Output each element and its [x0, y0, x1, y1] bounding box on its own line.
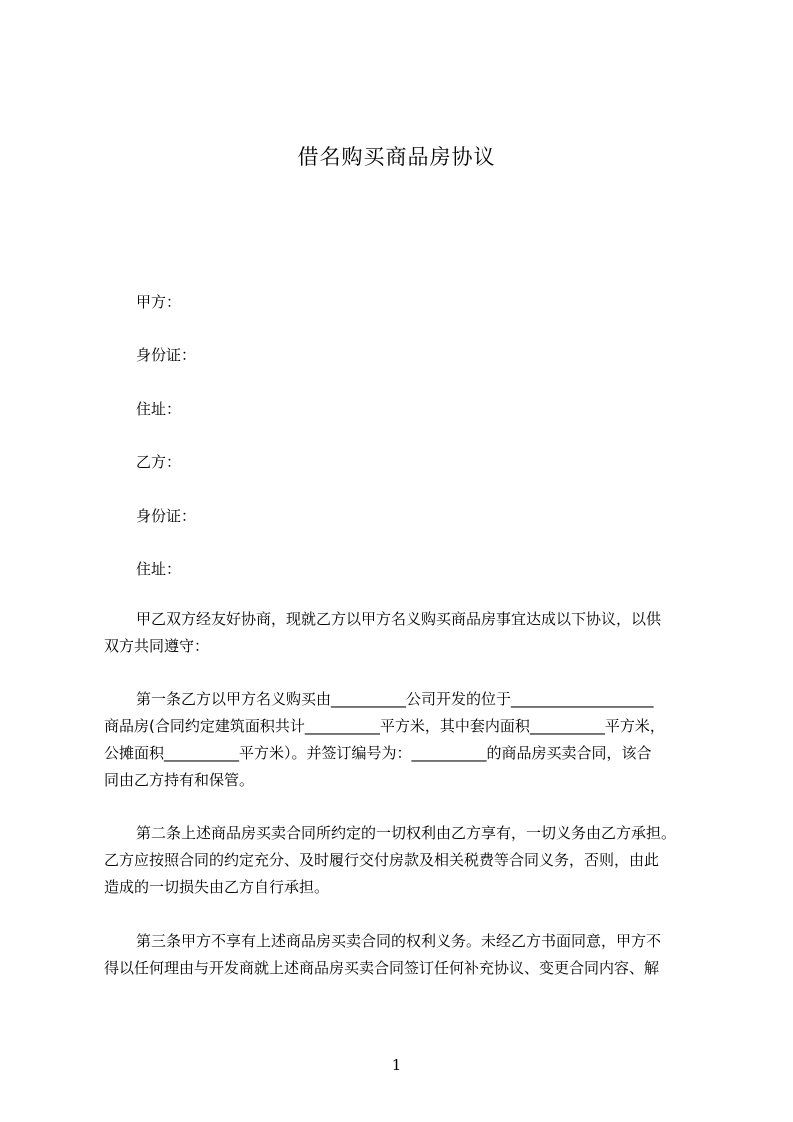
article-3-paragraph [104, 928, 704, 982]
paragraph-line: 第二条上述商品房买卖合同所约定的一切权利由乙方享有，一切义务由乙方承担。 [136, 824, 677, 842]
paragraph-line: 第三条甲方不享有上述商品房买卖合同的权利义务。未经乙方书面同意，甲方不 [136, 932, 662, 950]
paragraph-line: 造成的一切损失由乙方自行承担。 [104, 878, 330, 896]
paragraph-line: 乙方应按照合同的约定充分、及时履行交付房款及相关税费等合同义务，否则，由此 [104, 851, 660, 869]
article-2-paragraph [104, 820, 704, 901]
article-1-paragraph [104, 686, 704, 794]
paragraph-line: 甲乙双方经友好协商，现就乙方以甲方名义购买商品房事宜达成以下协议，以供 [136, 610, 662, 628]
paragraph-line: 得以任何理由与开发商就上述商品房买卖合同签订任何补充协议、变更合同内容、解 [104, 959, 660, 977]
party-b-name-field: 乙方： [136, 453, 182, 471]
paragraph-line: 公摊面积__________平方米）。并签订编号为：__________的商品房买卖合同，该合 [104, 744, 652, 762]
party-a-id-field: 身份证： [136, 346, 197, 364]
party-b-address-field: 住址： [136, 560, 182, 578]
paragraph-line: 第一条乙方以甲方名义购买由__________公司开发的位于___________________ [136, 690, 654, 708]
party-a-address-field: 住址： [136, 400, 182, 418]
paragraph-line: 双方共同遵守： [104, 637, 210, 655]
party-b-id-field: 身份证： [136, 507, 197, 525]
document-title: 借名购买商品房协议 [297, 145, 496, 169]
preamble-paragraph [104, 606, 704, 660]
paragraph-line: 同由乙方持有和保管。 [104, 771, 255, 789]
page-number: 1 [391, 1056, 402, 1074]
party-a-name-field: 甲方： [136, 293, 182, 311]
paragraph-line: 商品房(合同约定建筑面积共计__________平方米，其中套内面积__________平方米， [104, 717, 665, 735]
